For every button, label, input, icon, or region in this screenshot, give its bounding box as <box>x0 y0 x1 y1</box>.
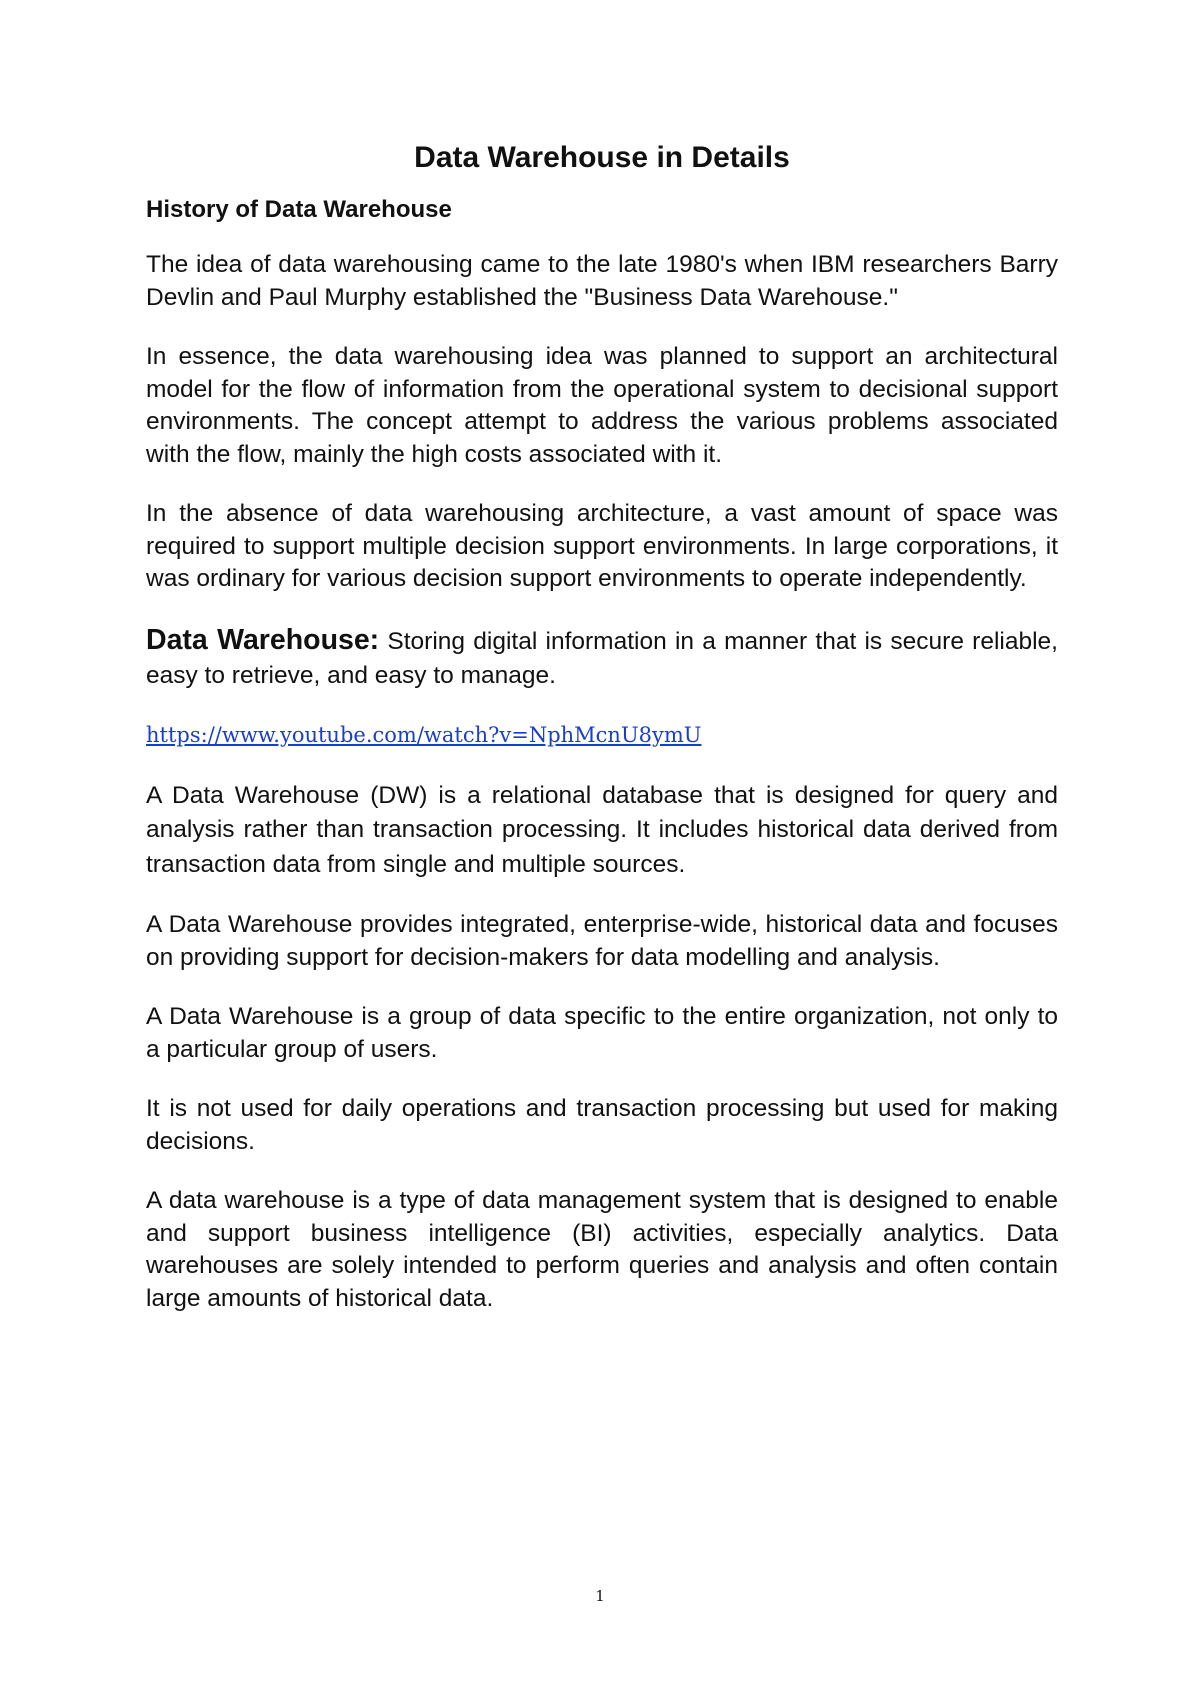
body-paragraph-5: A data warehouse is a type of data management system that is designed to enable and support business intelligence (BI) activities, especially analytics. Data warehouses are solely intended to perform queries and analysis and often contain large amounts of historical data. <box>146 1187 1058 1312</box>
body-paragraph-4: It is not used for daily operations and transaction processing but used for making decisions. <box>146 1095 1058 1155</box>
history-paragraph-1: The idea of data warehousing came to the late 1980's when IBM researchers Barry Devlin and Paul Murphy established the "Business Data Warehouse." <box>146 251 1058 311</box>
page-number: 1 <box>595 1587 605 1605</box>
page-content <box>146 140 1058 1342</box>
history-paragraph-3: In the absence of data warehousing architecture, a vast amount of space was required to support multiple decision support environments. In large corporations, it was ordinary for various decision support environments to operate independently. <box>146 500 1058 593</box>
definition-text: Storing digital information in a manner that is secure reliable, easy to retrieve, and easy to manage. <box>146 627 1058 690</box>
body-paragraph-1: A Data Warehouse (DW) is a relational database that is designed for query and analysis rather than transaction processing. It includes historical data derived from transaction data from single and multiple sources. <box>146 781 1058 878</box>
body-paragraph-2: A Data Warehouse provides integrated, enterprise-wide, historical data and focuses on providing support for decision-makers for data modelling and analysis. <box>146 911 1058 971</box>
youtube-link[interactable]: https://www.youtube.com/watch?v=NphMcnU8ymU <box>146 722 702 747</box>
definition-term: Data Warehouse: <box>146 623 380 656</box>
definition-paragraph <box>146 623 1058 694</box>
history-paragraph-2: In essence, the data warehousing idea was planned to support an architectural model for the flow of information from the operational system to decisional support environments. The concept attempt to address the various problems associated with the flow, mainly the high costs associated with it. <box>146 343 1058 468</box>
document-title: Data Warehouse in Details <box>414 141 790 174</box>
video-link-line <box>146 721 1058 749</box>
body-paragraph-3: A Data Warehouse is a group of data specific to the entire organization, not only to a particular group of users. <box>146 1003 1058 1063</box>
history-heading: History of Data Warehouse <box>146 196 452 223</box>
